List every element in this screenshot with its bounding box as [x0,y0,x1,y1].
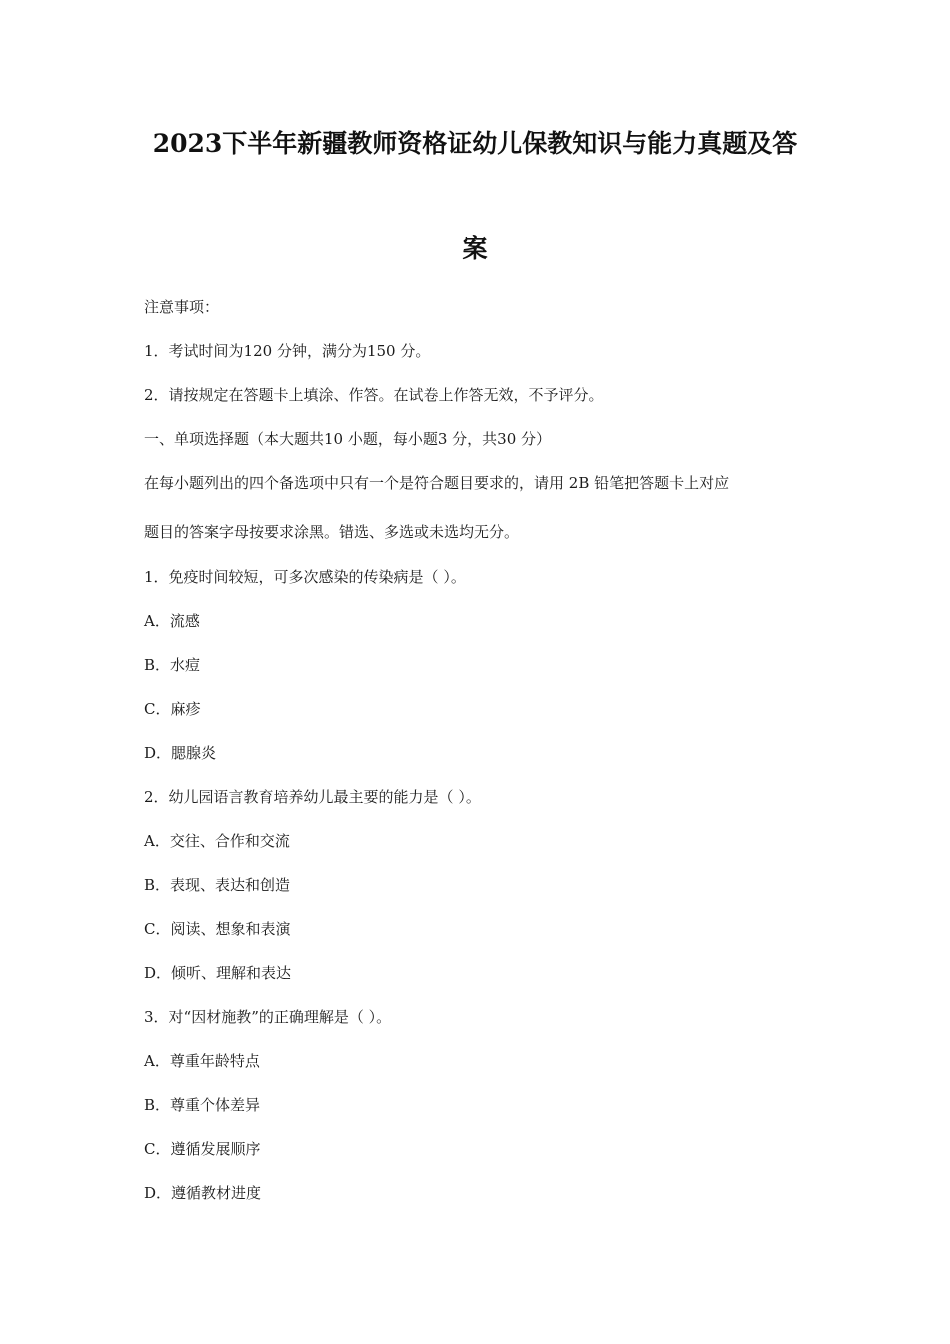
instructions-line-1: 在每小题列出的四个备选项中只有一个是符合题目要求的，请用 2B 铅笔把答题卡上对应 [144,474,730,492]
note-item-1: 1．考试时间为120 分钟，满分为150 分。 [144,342,431,360]
document-title-line1: 2023下半年新疆教师资格证幼儿保教知识与能力真题及答 [152,129,798,158]
question-2-option-d: D．倾听、理解和表达 [144,964,292,982]
question-1-option-d: D．腮腺炎 [144,744,217,762]
note-item-2: 2．请按规定在答题卡上填涂、作答。在试卷上作答无效，不予评分。 [144,386,604,404]
question-3-stem: 3．对“因材施教”的正确理解是（ ）。 [144,1008,392,1026]
question-2-stem: 2．幼儿园语言教育培养幼儿最主要的能力是（ ）。 [144,788,481,806]
question-3-option-d: D．遵循教材进度 [144,1184,262,1202]
section-heading: 一、单项选择题（本大题共10 小题，每小题3 分，共30 分） [144,430,552,448]
question-2-option-c: C．阅读、想象和表演 [144,920,291,938]
instructions-line-2: 题目的答案字母按要求涂黑。错选、多选或未选均无分。 [144,523,520,541]
question-2-option-a: A．交往、合作和交流 [144,832,290,850]
question-1-option-c: C．麻疹 [144,700,201,718]
question-3-option-b: B．尊重个体差异 [144,1096,261,1114]
question-1-option-a: A．流感 [144,612,200,630]
question-1-option-b: B．水痘 [144,656,201,674]
question-3-option-a: A．尊重年龄特点 [144,1052,260,1070]
question-2-option-b: B．表现、表达和创造 [144,876,291,894]
document-title-line2: 案 [462,234,488,263]
notes-heading: 注意事项： [144,298,220,316]
question-1-stem: 1．免疫时间较短，可多次感染的传染病是（ ）。 [144,568,466,586]
question-3-option-c: C．遵循发展顺序 [144,1140,261,1158]
